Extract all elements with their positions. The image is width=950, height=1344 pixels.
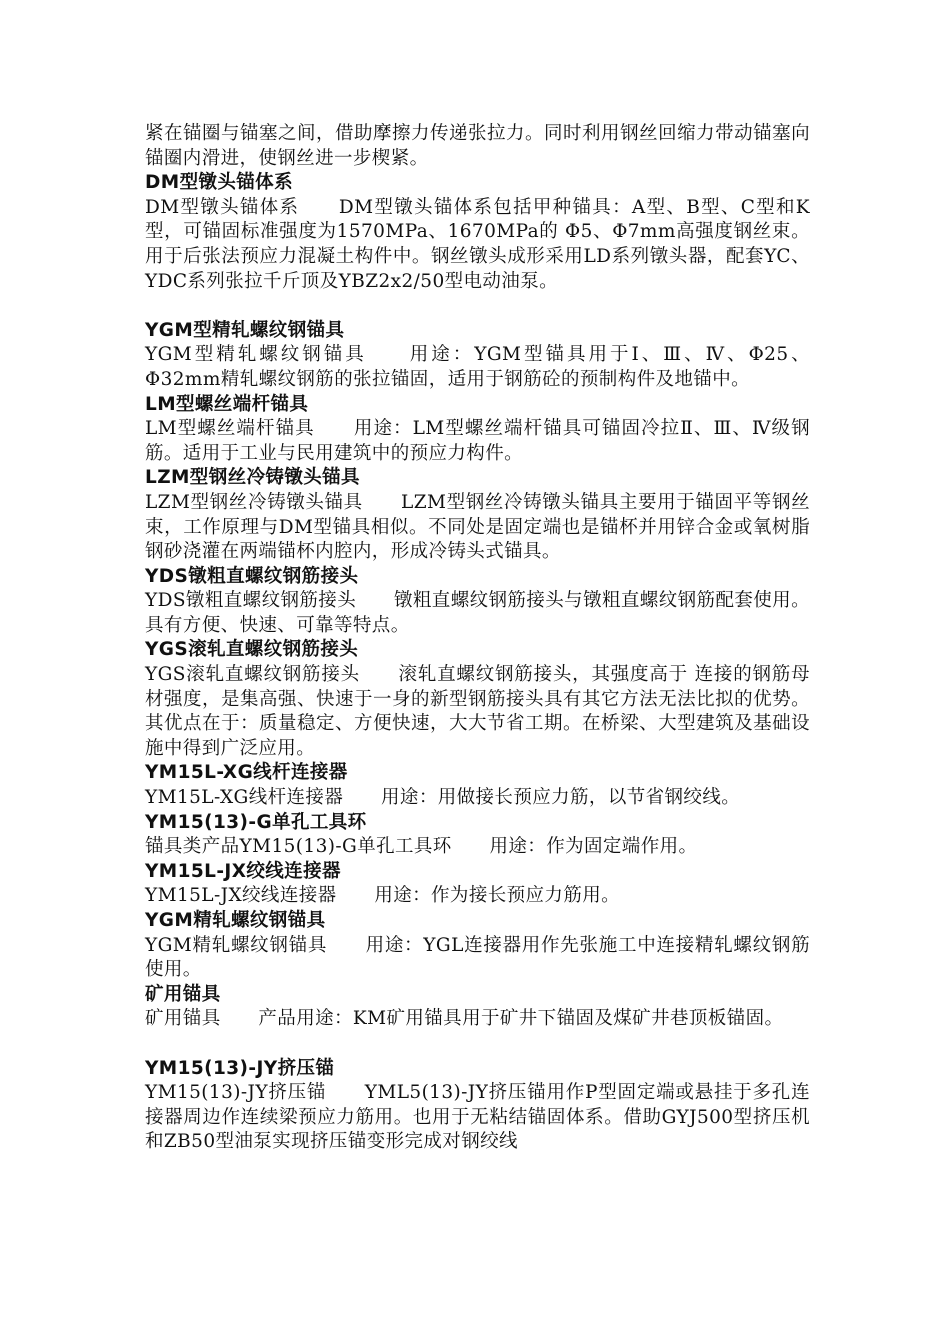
- section-heading-yds: YDS镦粗直螺纹钢筋接头: [145, 565, 359, 587]
- document-page: [145, 122, 810, 1155]
- section-body-jy: YM15(13)-JY挤压锚 YML5(13)-JY挤压锚用作P型固定端或悬挂于多孔连接器周边作连续梁预应力筋用。也用于无粘结锚固体系。借助GYJ500型挤压机和ZB50型油泵实现挤压锚变形完成对钢绞线: [145, 1082, 810, 1153]
- section-body-jx: YM15L-JX绞线连接器 用途：作为接长预应力筋用。: [145, 885, 621, 907]
- section-body-ygs: YGS滚轧直螺纹钢筋接头 滚轧直螺纹钢筋接头，其强度高于 连接的钢筋母材强度，是集高强、快速于一身的新型钢筋接头具有其它方法无法比拟的优势。其优点在于：质量稳定、方便快速，大大节省工期。在桥梁、大型建筑及基础设施中得到广泛应用。: [145, 664, 810, 759]
- section-heading-dm: DM型镦头锚体系: [145, 172, 293, 194]
- section-heading-xg: YM15L-XG线杆连接器: [145, 762, 348, 784]
- section-body-ygm2: YGM精轧螺纹钢锚具 用途：YGL连接器用作先张施工中连接精轧螺纹钢筋使用。: [145, 934, 810, 981]
- section-body-xg: YM15L-XG线杆连接器 用途：用做接长预应力筋，以节省钢绞线。: [145, 787, 741, 809]
- section-heading-g: YM15(13)-G单孔工具环: [145, 811, 367, 833]
- blank-line: [145, 294, 810, 319]
- intro-paragraph: 紧在锚圈与锚塞之间，借助摩擦力传递张拉力。同时利用钢丝回缩力带动锚塞向锚圈内滑进，使钢丝进一步楔紧。: [145, 123, 810, 169]
- blank-line: [145, 1032, 810, 1057]
- section-heading-ygs: YGS滚轧直螺纹钢筋接头: [145, 639, 359, 661]
- section-heading-jy: YM15(13)-JY挤压锚: [145, 1057, 335, 1079]
- section-body-ygm: YGM型精轧螺纹钢锚具 用途：YGM型锚具用于Ⅰ、Ⅲ、Ⅳ、Φ25、Φ32mm精轧螺纹钢筋的张拉锚固，适用于钢筋砼的预制构件及地锚中。: [145, 344, 810, 390]
- section-heading-ygm: YGM型精轧螺纹钢锚具: [145, 319, 345, 341]
- section-body-dm: DM型镦头锚体系 DM型镦头锚体系包括甲种锚具：A型、B型、C型和K型，可锚固标准强度为1570MPa、1670MPa的 Φ5、Φ7mm高强度钢丝束。用于后张法预应力混凝土构件中。钢丝镦头成形采用LD系列镦头器，配套YC、YDC系列张拉千斤顶及YBZ2x2/50型电动油泵。: [145, 196, 810, 292]
- section-heading-lm: LM型螺丝端杆锚具: [145, 393, 309, 415]
- section-heading-lzm: LZM型钢丝冷铸镦头锚具: [145, 467, 360, 489]
- section-body-yds: YDS镦粗直螺纹钢筋接头 镦粗直螺纹钢筋接头与镦粗直螺纹钢筋配套使用。具有方便、快速、可靠等特点。: [145, 590, 810, 636]
- section-body-g: 锚具类产品YM15(13)-G单孔工具环 用途：作为固定端作用。: [145, 836, 698, 858]
- section-body-lzm: LZM型钢丝冷铸镦头锚具 LZM型钢丝冷铸镦头锚具主要用于锚固平等钢丝束，工作原理与DM型锚具相似。不同处是固定端也是锚杯并用锌合金或氧树脂钢砂浇灌在两端锚杯内腔内，形成冷铸头式锚具。: [145, 491, 810, 563]
- section-body-lm: LM型螺丝端杆锚具 用途：LM型螺丝端杆锚具可锚固冷拉Ⅱ、Ⅲ、Ⅳ级钢筋。适用于工业与民用建筑中的预应力构件。: [145, 418, 810, 464]
- section-body-km: 矿用锚具 产品用途：KM矿用锚具用于矿井下锚固及煤矿井巷顶板锚固。: [145, 1008, 784, 1030]
- section-heading-km: 矿用锚具: [145, 983, 221, 1005]
- section-heading-jx: YM15L-JX绞线连接器: [145, 860, 341, 882]
- section-heading-ygm2: YGM精轧螺纹钢锚具: [145, 910, 326, 931]
